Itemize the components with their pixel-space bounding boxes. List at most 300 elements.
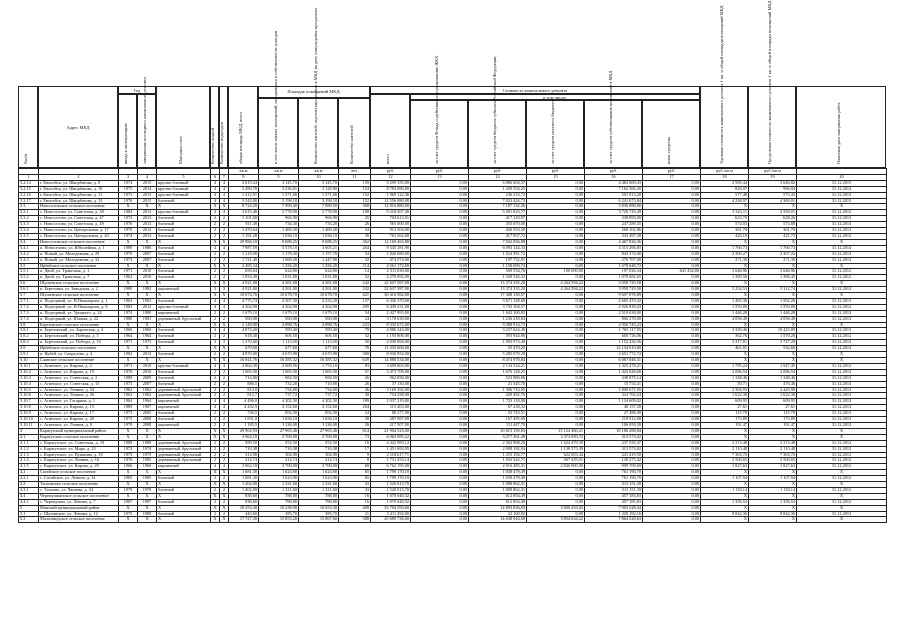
table-cell: 0,00 xyxy=(411,452,469,458)
table-cell: 2 xyxy=(220,316,229,322)
table-cell: 6 963 985,22 xyxy=(371,434,411,440)
table-cell: 1 038 479,49 xyxy=(469,470,527,476)
table-cell: 7 987,59 xyxy=(229,245,259,251)
table-cell: X xyxy=(119,434,138,440)
table-cell: 115,78 xyxy=(749,411,797,417)
table-cell: 3 323,11 xyxy=(701,210,749,216)
table-cell: 29 984,18 xyxy=(229,239,259,245)
table-cell: 420,18 xyxy=(701,233,749,239)
table-cell: 24 xyxy=(339,316,371,322)
table-cell: 11 335 600,00 xyxy=(371,346,411,352)
table-cell: 4 xyxy=(211,304,220,310)
table-cell: 343 497,28 xyxy=(585,233,643,239)
table-cell: 1962 xyxy=(138,393,157,399)
header-col-addr-label: Адрес МКД xyxy=(66,125,90,130)
table-cell: 8 936 852,00 xyxy=(371,352,411,358)
header-cost-sub-label: в том числе: xyxy=(543,95,567,100)
table-cell: 236 216,72 xyxy=(469,192,527,198)
table-cell: 9 xyxy=(259,174,299,180)
table-cell: X xyxy=(119,239,138,245)
table-cell: X xyxy=(211,358,220,364)
table-cell: блочный xyxy=(157,328,211,334)
table-cell: 79 xyxy=(339,328,371,334)
table-cell: 3.9 xyxy=(19,346,39,352)
table-cell: 0,00 xyxy=(527,393,585,399)
table-cell: X xyxy=(797,470,887,476)
table-header xyxy=(18,0,886,174)
table-cell: 3.5.1 xyxy=(19,269,39,275)
table-cell: 1 721,40 xyxy=(229,257,259,263)
table-cell: 4 202,30 xyxy=(259,399,299,405)
table-cell: 0,00 xyxy=(527,251,585,257)
table-cell: блочный xyxy=(157,269,211,275)
table-cell: 0,00 xyxy=(411,192,469,198)
table-cell: 1973 xyxy=(119,257,138,263)
table-cell: 6 xyxy=(211,174,220,180)
table-cell: блочный xyxy=(157,417,211,423)
table-cell: кв.м xyxy=(229,169,259,175)
table-cell: 1 134 609,02 xyxy=(585,399,643,405)
table-cell: 0,00 xyxy=(527,375,585,381)
table-cell: X xyxy=(138,358,157,364)
table-cell: 417 957,72 xyxy=(469,233,527,239)
table-cell: 1987 xyxy=(138,405,157,411)
table-cell: 4 238,97 xyxy=(701,198,749,204)
table-cell: 25 xyxy=(339,216,371,222)
table-cell: 4 xyxy=(220,186,229,192)
table-cell: 31.12.2012 xyxy=(797,499,887,505)
table-cell: 838,60 xyxy=(229,493,259,499)
table-cell: 1962 xyxy=(138,387,157,393)
table-cell: 0,00 xyxy=(643,417,701,423)
table-cell: 569 554,76 xyxy=(469,269,527,275)
table-cell: 4.2 xyxy=(19,470,39,476)
table-cell: 31.12.2013 xyxy=(797,251,887,257)
table-cell: 8 844,36 xyxy=(701,511,749,517)
table-cell: X xyxy=(138,517,157,523)
table-cell: 15 124 460,21 xyxy=(527,428,585,434)
table-cell: 2 304,93 xyxy=(701,387,749,393)
table-cell: 2012 xyxy=(138,210,157,216)
table-cell: 0,00 xyxy=(411,287,469,293)
table-cell: 0,00 xyxy=(527,233,585,239)
table-cell: с. Новоселово, ул. Центральная, д. 17 xyxy=(39,228,119,234)
table-cell: X xyxy=(157,434,211,440)
header-area-group-label: Площадь помещений МКД: xyxy=(287,89,341,94)
table-cell: 26 xyxy=(339,375,371,381)
table-cell: 4 xyxy=(211,399,220,405)
table-cell: 511 151,39 xyxy=(585,487,643,493)
table-cell: 4 xyxy=(211,298,220,304)
table-cell: 304,98 xyxy=(299,452,339,458)
table-cell: 2 xyxy=(211,334,220,340)
table-cell: 0,00 xyxy=(527,470,585,476)
table-cell: 3.6 xyxy=(19,281,39,287)
table-cell: 0,00 xyxy=(527,298,585,304)
table-cell: 0,00 xyxy=(527,358,585,364)
table-cell: 0,00 xyxy=(411,346,469,352)
header-max-cost-label: Предельная стоимость капитального ремонта 1 кв. м общей площади помещений МКД xyxy=(767,0,772,164)
table-cell: 2 315,48 xyxy=(701,440,749,446)
table-cell: 2 098,76 xyxy=(299,322,339,328)
table-cell: 30 416 982,00 xyxy=(371,293,411,299)
table-cell: 0,00 xyxy=(411,198,469,204)
table-cell: 3 217,81 xyxy=(701,340,749,346)
table-cell: 612 854,49 xyxy=(469,499,527,505)
table-cell: 4 921,00 xyxy=(229,287,259,293)
table-cell: 3 700,00 xyxy=(299,464,339,470)
table-cell: 0,00 xyxy=(643,328,701,334)
table-cell: 3 145,70 xyxy=(299,180,339,186)
table-cell: 0,00 xyxy=(411,352,469,358)
table-cell: 3.2.15 xyxy=(19,186,39,192)
table-cell: 7 xyxy=(220,174,229,180)
table-cell: с. Агинское, ул. Кирова, д. 2 xyxy=(39,363,119,369)
table-cell: Шушенское сельское поселение xyxy=(39,281,119,287)
table-cell: 1 681,30 xyxy=(229,470,259,476)
table-cell: 1 178,30 xyxy=(259,251,299,257)
table-cell: X xyxy=(157,428,211,434)
header-col-no xyxy=(18,86,38,168)
header-cost-other-label: иные средства xyxy=(666,137,671,164)
table-cell: 0,00 xyxy=(411,216,469,222)
table-cell: 1 371,66 xyxy=(259,192,299,198)
table-cell: 0,00 xyxy=(527,204,585,210)
table-cell: 0,00 xyxy=(527,369,585,375)
table-cell: 67 238,32 xyxy=(469,405,527,411)
table-cell: 1 093 973,48 xyxy=(469,340,527,346)
table-cell: 0,00 xyxy=(527,482,585,488)
table-cell: X xyxy=(701,358,749,364)
table-cell: 27,61 xyxy=(701,405,749,411)
table-cell: 31.12.2013 xyxy=(797,399,887,405)
table-cell: 1973 xyxy=(119,192,138,198)
table-cell: 4 xyxy=(138,174,157,180)
table-cell: X xyxy=(220,346,229,352)
table-cell: X xyxy=(220,505,229,511)
table-cell: 1 808 671,95 xyxy=(585,387,643,393)
table-cell: блочный xyxy=(157,233,211,239)
table-cell: 4.2.1 xyxy=(19,476,39,482)
table-cell: 7 989,50 xyxy=(299,204,339,210)
table-cell: 1 255 194,77 xyxy=(469,452,527,458)
table-cell: 191,47 xyxy=(749,422,797,428)
table-cell: 4 xyxy=(220,198,229,204)
table-cell: блочный xyxy=(157,352,211,358)
table-cell: 0,00 xyxy=(527,263,585,269)
table-cell: 106 059,30 xyxy=(585,422,643,428)
table-cell: 1 439 554,25 xyxy=(469,186,527,192)
table-cell: 0,00 xyxy=(643,180,701,186)
table-cell: г. Енисейск, ул. Шкорбатова, д. 10 xyxy=(39,186,119,192)
table-cell: блочный xyxy=(157,369,211,375)
table-cell: 31.12.2012 xyxy=(797,228,887,234)
table-cell: 0,00 xyxy=(411,233,469,239)
table-cell: 3.7.2 xyxy=(19,304,39,310)
table-cell: 1 570,20 xyxy=(749,334,797,340)
table-cell: X xyxy=(749,505,797,511)
table-cell: 154 xyxy=(339,186,371,192)
table-cell: деревянный, брусчатый xyxy=(157,446,211,452)
table-cell: 3 198,18 xyxy=(299,198,339,204)
table-cell: X xyxy=(211,517,220,523)
table-cell: 38 xyxy=(339,417,371,423)
table-cell: X xyxy=(157,346,211,352)
table-cell: 3 700,00 xyxy=(299,434,339,440)
table-cell: 26 xyxy=(339,422,371,428)
table-cell: 1 xyxy=(19,174,39,180)
table-cell: X xyxy=(797,482,887,488)
table-cell: 4 xyxy=(220,210,229,216)
table-cell: 0,00 xyxy=(527,381,585,387)
table-cell: 0,00 xyxy=(643,340,701,346)
table-cell: 0,00 xyxy=(643,511,701,517)
table-cell: 1 036,10 xyxy=(299,233,339,239)
table-cell: руб. xyxy=(527,169,585,175)
table-cell: 2 xyxy=(211,452,220,458)
header-unit-cost xyxy=(700,5,748,168)
table-cell: 1 229 192,16 xyxy=(585,511,643,517)
table-cell: 813,0 xyxy=(229,387,259,393)
table-cell: 0,00 xyxy=(527,310,585,316)
table-cell: 0,00 xyxy=(411,505,469,511)
table-cell: 1962 xyxy=(119,387,138,393)
table-cell: 16 xyxy=(585,174,643,180)
table-cell: 0,00 xyxy=(527,417,585,423)
table-cell: X xyxy=(749,470,797,476)
table-cell: 5 500,65 xyxy=(701,458,749,464)
table-cell: 1 502,26 xyxy=(749,298,797,304)
table-cell: руб. xyxy=(411,169,469,175)
table-cell: 4 233,20 xyxy=(299,298,339,304)
table-cell: с. Агинское, ул. Кирова, д. 19 xyxy=(39,369,119,375)
table-cell: 714,00 xyxy=(229,375,259,381)
table-cell: 1987 xyxy=(138,499,157,505)
header-deadline xyxy=(796,86,886,168)
table-cell: X xyxy=(157,482,211,488)
table-cell: 1988 xyxy=(138,440,157,446)
table-cell: 1979 xyxy=(119,422,138,428)
table-cell: 0,00 xyxy=(527,222,585,228)
table-cell: 50 xyxy=(339,340,371,346)
table-cell: 31.12.2012 xyxy=(797,476,887,482)
table-cell: X xyxy=(220,493,229,499)
table-cell: 1 679,10 xyxy=(299,310,339,316)
table-cell: блочный xyxy=(157,476,211,482)
table-cell: 362,76 xyxy=(701,334,749,340)
table-cell: Березовское сельское поселение xyxy=(39,322,119,328)
table-cell: с. Агинское, ул. Гагарина, д. 1 xyxy=(39,399,119,405)
table-cell: 624,80 xyxy=(299,269,339,275)
table-cell: 0,00 xyxy=(527,328,585,334)
table-cell: 0,00 xyxy=(643,446,701,452)
header-residents xyxy=(338,98,370,168)
table-cell: 0,00 xyxy=(643,405,701,411)
table-cell: 3 700,00 xyxy=(259,464,299,470)
table-cell: 1 193 806,00 xyxy=(371,334,411,340)
table-cell: с. Агинское, ул. Кирова, д. 15 xyxy=(39,405,119,411)
table-cell: 0,00 xyxy=(411,446,469,452)
table-cell: X xyxy=(797,352,887,358)
table-cell: X xyxy=(119,293,138,299)
table-cell: 3 854 634,22 xyxy=(527,517,585,523)
table-cell: 1986 xyxy=(138,245,157,251)
table-cell: 4 870,00 xyxy=(229,352,259,358)
table-cell: 9 688,25 xyxy=(299,239,339,245)
table-cell: 268 102,86 xyxy=(585,228,643,234)
table-cell: 5 836 880,00 xyxy=(585,204,643,210)
table-cell: 0,00 xyxy=(527,216,585,222)
header-max-cost xyxy=(748,0,796,168)
table-cell: блочный xyxy=(157,487,211,493)
table-cell: 1 451 693,95 xyxy=(371,446,411,452)
table-cell: 173,89 xyxy=(749,417,797,423)
table-cell: 788,80 xyxy=(299,493,339,499)
table-cell: 0,00 xyxy=(411,517,469,523)
table-cell: X xyxy=(220,239,229,245)
table-cell: 31.12.2013 xyxy=(797,222,887,228)
table-cell: 3.3 xyxy=(19,204,39,210)
table-cell: 3 646,82 xyxy=(749,180,797,186)
table-cell: 4 xyxy=(211,245,220,251)
table-cell: 2 xyxy=(211,222,220,228)
table-cell: 2010 xyxy=(138,269,157,275)
table-cell: руб. xyxy=(585,169,643,175)
table-cell: 1 412,91 xyxy=(229,192,259,198)
table-cell: 17 727,30 xyxy=(229,517,259,523)
table-cell: 1975 xyxy=(119,452,138,458)
table-cell: 0,00 xyxy=(411,482,469,488)
table-cell: 31.12.2013 xyxy=(797,405,887,411)
table-cell: 22 100,82 xyxy=(469,511,527,517)
table-cell: X xyxy=(220,263,229,269)
table-cell: 0,00 xyxy=(643,293,701,299)
table-cell: с. Каратузское, ул. Кирова, д. 29 xyxy=(39,464,119,470)
table-cell: 12 816 880,00 xyxy=(371,204,411,210)
table-cell: 0,00 xyxy=(527,275,585,281)
table-cell: 0,00 xyxy=(411,180,469,186)
table-cell: X xyxy=(157,293,211,299)
table-cell: 0,00 xyxy=(643,352,701,358)
table-cell: 1 656,10 xyxy=(299,417,339,423)
table-cell: 838,60 xyxy=(229,499,259,505)
table-cell: 4 986 343,00 xyxy=(371,328,411,334)
table-cell: 2 xyxy=(211,411,220,417)
table-cell: 3.7 xyxy=(19,293,39,299)
table-cell: 684,50 xyxy=(299,375,339,381)
table-cell: 355 670,00 xyxy=(469,222,527,228)
table-cell: 593 944,96 xyxy=(469,334,527,340)
table-cell: 2 xyxy=(211,369,220,375)
table-cell: 0,00 xyxy=(411,470,469,476)
table-cell: 0,00 xyxy=(411,275,469,281)
header-cost-group-label: Стоимость капитального ремонта xyxy=(502,88,568,93)
table-cell: 2 064,30 xyxy=(229,363,259,369)
table-cell: 0,00 xyxy=(643,487,701,493)
table-cell: 16 615 159,83 xyxy=(469,428,527,434)
table-cell: 1 348,46 xyxy=(701,375,749,381)
table-cell: 3.8 xyxy=(19,322,39,328)
table-cell: 0,00 xyxy=(527,316,585,322)
table-cell: 3 145,70 xyxy=(259,180,299,186)
table-cell: п. Новый, ул. Молодежная, д. 32 xyxy=(39,257,119,263)
table-cell: 3.8.3 xyxy=(19,340,39,346)
table-cell: 0,00 xyxy=(527,363,585,369)
table-cell: 241 419,50 xyxy=(585,452,643,458)
header-entrances xyxy=(219,86,228,168)
header-cost-fund-label: за счет средств Фонда содействия реформированию ЖКХ xyxy=(434,55,439,164)
table-cell: 31.12.2013 xyxy=(797,387,887,393)
table-cell: 2010 xyxy=(138,275,157,281)
table-cell: 16 xyxy=(339,499,371,505)
table-cell: 1 833,49 xyxy=(229,275,259,281)
table-cell: X xyxy=(119,517,138,523)
table-cell: кирпичный xyxy=(157,287,211,293)
table-cell: 2 xyxy=(220,411,229,417)
table-cell: 4 561 172,69 xyxy=(371,263,411,269)
table-cell: 1 827,63 xyxy=(701,464,749,470)
table-cell: 119 912,00 xyxy=(585,417,643,423)
table-cell: 966,90 xyxy=(299,216,339,222)
table-cell: 5 491 823,77 xyxy=(469,210,527,216)
table-cell: 511 151,39 xyxy=(585,482,643,488)
table-cell: 0,00 xyxy=(643,257,701,263)
table-cell: Ирбейское сельское поселение xyxy=(39,263,119,269)
table-cell: 1 402,00 xyxy=(229,482,259,488)
table-cell: крупно-блочный xyxy=(157,304,211,310)
table-cell: 474 574,00 xyxy=(371,257,411,263)
table-cell: 6 336 379,00 xyxy=(371,298,411,304)
table-cell: 1 447,90 xyxy=(299,257,339,263)
table-cell: 6 093 144,33 xyxy=(469,245,527,251)
table-cell: с. Сагайское, ул. Ленина, д. 34 xyxy=(39,476,119,482)
table-cell: крупно-блочный xyxy=(157,180,211,186)
table-cell: с. Черемушка, ул. Ленина, д. 7 xyxy=(39,499,119,505)
table-cell: 0,00 xyxy=(643,281,701,287)
table-cell: 16 385,32 xyxy=(259,358,299,364)
table-cell: 115,78 xyxy=(701,411,749,417)
table-cell: 0,00 xyxy=(411,257,469,263)
table-cell: 12 556 080,00 xyxy=(371,198,411,204)
header-material xyxy=(156,86,210,168)
table-cell: 385,70 xyxy=(259,511,299,517)
table-cell: 0,00 xyxy=(527,422,585,428)
table-cell: п. Подгорный, ул. Урицкого, д. 24 xyxy=(39,310,119,316)
table-cell: 2 xyxy=(211,275,220,281)
table-cell: 3.10.3 xyxy=(19,375,39,381)
table-cell: X xyxy=(749,482,797,488)
table-cell: 0,00 xyxy=(411,375,469,381)
table-cell: 3 358,01 xyxy=(749,210,797,216)
table-cell: 0,00 xyxy=(643,210,701,216)
table-cell: X xyxy=(138,293,157,299)
table-cell: чел. xyxy=(339,169,371,175)
table-cell: 115 403,00 xyxy=(371,405,411,411)
table-cell: 3.3.1 xyxy=(19,210,39,216)
table-cell: 16 238,90 xyxy=(259,505,299,511)
table-cell: 3.7.3 xyxy=(19,310,39,316)
table-cell: 710,38 xyxy=(259,446,299,452)
table-cell: 1 679,10 xyxy=(259,310,299,316)
table-cell: 0,00 xyxy=(411,245,469,251)
table-cell: 3 726 743,49 xyxy=(585,210,643,216)
table-cell: 3.6.1 xyxy=(19,287,39,293)
table-cell: Черемушкинское сельское поселение xyxy=(39,493,119,499)
table-cell: 0,00 xyxy=(643,334,701,340)
table-cell: 314,98 xyxy=(229,452,259,458)
table-cell: 2 xyxy=(220,375,229,381)
header-floors xyxy=(210,86,219,168)
